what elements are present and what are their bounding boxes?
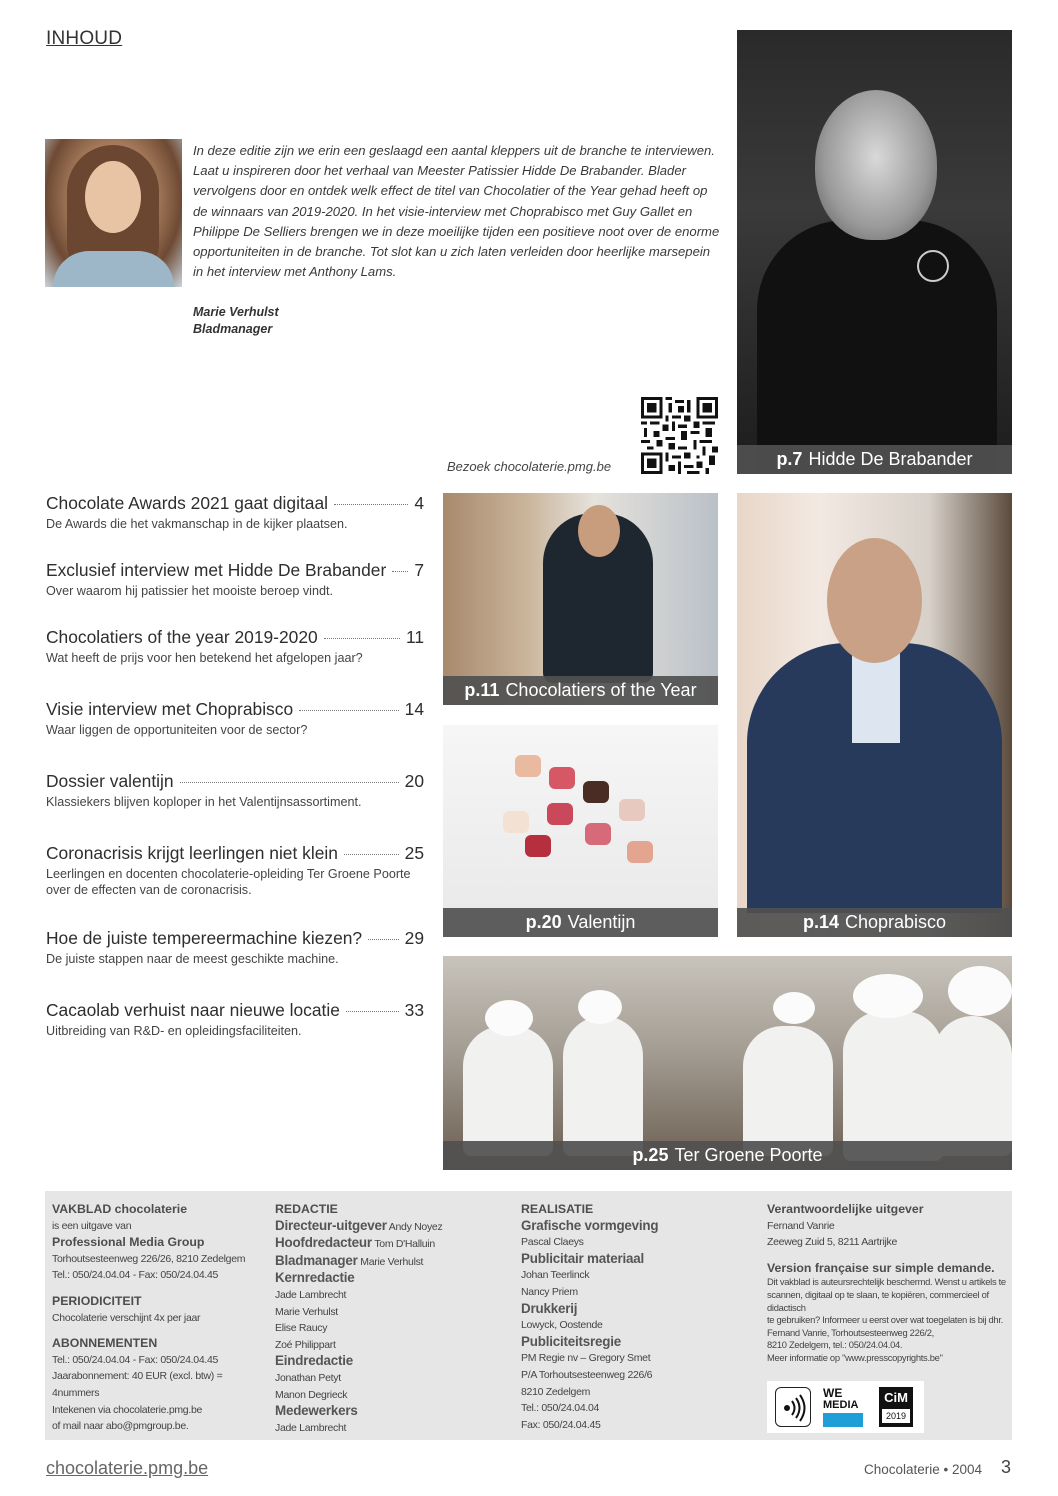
colophon-company: Professional Media Group <box>52 1235 205 1250</box>
caption-page: p.7 <box>776 449 803 469</box>
colophon-text: 8210 Zedelgem <box>521 1385 591 1398</box>
caption-choprabisco <box>737 908 1012 937</box>
colophon-text: Pascal Claeys <box>521 1236 584 1249</box>
press-copyrights-logo <box>775 1387 811 1427</box>
colophon-text: Andy Noyez <box>388 1220 443 1233</box>
toc-title: Exclusief interview met Hidde De Brabander <box>46 560 387 580</box>
colophon-text: of mail naar abo@pmgroup.be. <box>52 1420 189 1433</box>
colophon-redactie <box>275 1201 495 1436</box>
cim-logo-year: 2019 <box>882 1409 910 1423</box>
colophon-text: Intekenen via chocolaterie.pmg.be <box>52 1403 203 1416</box>
photo-hidde-de-brabander[interactable] <box>737 30 1012 474</box>
photo-valentijn[interactable] <box>443 725 718 937</box>
toc-entry[interactable] <box>46 626 424 666</box>
toc-entry[interactable] <box>46 999 424 1039</box>
colophon-text: Jade Lambrecht <box>275 1288 347 1301</box>
colophon-legal: Fernand Vanrie, Torhoutsesteenweg 226/2, <box>767 1326 934 1338</box>
toc-subtitle: Waar liggen de opportuniteiten voor de sector? <box>46 723 308 737</box>
toc-page: 7 <box>414 560 424 580</box>
colophon-address: Torhoutsesteenweg 226/26, 8210 Zedelgem <box>52 1252 246 1265</box>
toc-page: 25 <box>404 843 424 863</box>
signal-icon <box>776 1388 812 1428</box>
colophon-role: Grafische vormgeving <box>521 1217 659 1233</box>
photo-ter-groene-poorte[interactable] <box>443 956 1012 1170</box>
colophon-heading: ABONNEMENTEN <box>52 1336 158 1351</box>
cim-logo-text: CiM <box>884 1390 908 1405</box>
toc-subtitle: De Awards die het vakmanschap in de kijker plaatsen. <box>46 517 348 531</box>
colophon-text: Tom D'Halluin <box>374 1238 435 1251</box>
colophon-text: Marie Verhulst <box>275 1305 338 1318</box>
we-media-logo-text: MEDIA <box>823 1399 859 1411</box>
we-media-logo <box>823 1387 867 1427</box>
colophon-role: Publicitair materiaal <box>521 1250 645 1266</box>
toc-page: 33 <box>404 1000 424 1020</box>
colophon-text: Jaarabonnement: 40 EUR (excl. btw) = 4nummers <box>52 1370 223 1399</box>
toc-entry[interactable] <box>46 492 424 532</box>
colophon-publisher <box>52 1201 272 1435</box>
toc-page: 29 <box>404 928 424 948</box>
colophon-tel: Tel.: 050/24.04.04 - Fax: 050/24.04.45 <box>52 1269 219 1282</box>
caption-label: Chocolatiers of the Year <box>505 680 697 700</box>
colophon-role: Eindredactie <box>275 1353 353 1369</box>
toc-title: Dossier valentijn <box>46 771 174 791</box>
caption-page: p.25 <box>632 1145 669 1165</box>
colophon-text: Tel.: 050/24.04.04 <box>521 1402 600 1415</box>
caption-label: Hidde De Brabander <box>808 449 973 469</box>
toc-entry[interactable] <box>46 770 424 810</box>
caption-yearchoc <box>443 676 718 705</box>
colophon-title: VAKBLAD chocolaterie <box>52 1202 188 1216</box>
toc-subtitle: Uitbreiding van R&D- en opleidingsfaciliteiten. <box>46 1024 302 1038</box>
colophon-text: Nancy Priem <box>521 1285 578 1298</box>
colophon-uitgever <box>767 1201 1007 1365</box>
caption-valentijn <box>443 908 718 937</box>
caption-label: Choprabisco <box>844 912 947 932</box>
colophon-heading: REDACTIE <box>275 1202 338 1216</box>
intro-text: In deze editie zijn we erin een geslaagd een aantal kleppers uit de branche te interviewen. Laat u inspireren door het verhaal van Meester Patissier Hidde De Brabander. Blader vervolgens door en ontdek welk effect de titel van Chocolatier of the Year gehad heeft op de winnaars van 2019-2020. In het visie-interview met Choprabisco met Guy Gallet en Philippe De Selliers brengen we in deze moeilijke tijden een positieve noot over de enorme opportuniteiten in de branche. Tot slot kan u zich laten verleiden door heerlijke marsepein in het interview met Anthony Lams. <box>193 143 720 280</box>
colophon-text: Marie Verhulst <box>360 1255 424 1268</box>
colophon-heading: Version française sur simple demande. <box>767 1260 995 1275</box>
colophon-text: Chocolaterie verschijnt 4x per jaar <box>52 1311 201 1324</box>
signature-role: Bladmanager <box>193 322 273 336</box>
photo-choprabisco[interactable] <box>737 493 1012 937</box>
colophon-legal: scannen, digitaal op te slaan, te kopiëren, commercieel of didactisch <box>767 1288 989 1313</box>
caption-page: p.14 <box>802 912 839 932</box>
qr-code[interactable] <box>641 397 718 474</box>
toc-title: Cacaolab verhuist naar nieuwe locatie <box>46 1000 340 1020</box>
toc-title: Chocolatiers of the year 2019-2020 <box>46 627 318 647</box>
cim-logo <box>879 1387 913 1427</box>
colophon-text: Fernand Vanrie <box>767 1219 835 1232</box>
toc-title: Visie interview met Choprabisco <box>46 699 294 719</box>
colophon-role: Kernredactie <box>275 1270 355 1286</box>
caption-page: p.11 <box>464 680 500 700</box>
footer-publication: Chocolaterie • 2004 <box>864 1462 983 1477</box>
colophon-text: PM Regie nv – Gregory Smet <box>521 1352 651 1365</box>
colophon-role: Publiciteitsregie <box>521 1333 622 1349</box>
colophon-legal: 8210 Zedelgem, tel.: 050/24.04.04. <box>767 1339 903 1351</box>
caption-tergroene <box>443 1141 1012 1170</box>
caption-hidde <box>737 445 1012 474</box>
colophon-text: is een uitgave van <box>52 1219 132 1232</box>
page-number: 3 <box>1001 1457 1012 1477</box>
toc-title: Coronacrisis krijgt leerlingen niet klein <box>46 843 338 863</box>
colophon <box>45 1191 1012 1440</box>
colophon-text: Zoé Philippart <box>275 1338 336 1351</box>
toc-subtitle: Wat heeft de prijs voor hen betekend het afgelopen jaar? <box>46 651 363 665</box>
footer-website-link[interactable]: chocolaterie.pmg.be <box>46 1458 209 1478</box>
toc-page: 11 <box>405 627 424 647</box>
toc-page: 20 <box>404 771 424 791</box>
toc-title: Hoe de juiste tempereermachine kiezen? <box>46 928 363 948</box>
photo-chocolatiers-of-the-year[interactable] <box>443 493 718 705</box>
editor-portrait <box>45 139 182 287</box>
colophon-text: Fax: 050/24.04.45 <box>521 1418 601 1431</box>
toc-entry[interactable] <box>46 927 424 967</box>
caption-page: p.20 <box>525 912 562 932</box>
toc-title: Chocolate Awards 2021 gaat digitaal <box>46 493 328 513</box>
signature-name: Marie Verhulst <box>193 305 279 319</box>
colophon-text: Jonathan Petyt <box>275 1371 341 1384</box>
colophon-role: Hoofdredacteur <box>275 1235 372 1251</box>
colophon-text: Zeeweg Zuid 5, 8211 Aartrijke <box>767 1236 898 1249</box>
toc-entry[interactable] <box>46 559 424 599</box>
colophon-text: Elise Raucy <box>275 1322 328 1335</box>
page-heading: INHOUD <box>46 28 123 49</box>
colophon-role: Bladmanager <box>275 1252 358 1268</box>
caption-label: Ter Groene Poorte <box>674 1145 823 1165</box>
colophon-text: Johan Teerlinck <box>521 1269 590 1282</box>
toc-subtitle: De juiste stappen naar de meest geschikte machine. <box>46 952 339 966</box>
colophon-legal: Meer informatie op "www.presscopyrights.be" <box>767 1351 943 1363</box>
toc-entry[interactable] <box>46 842 424 898</box>
toc-page: 14 <box>404 699 424 719</box>
colophon-heading: Verantwoordelijke uitgever <box>767 1202 924 1216</box>
colophon-text: Tel.: 050/24.04.04 - Fax: 050/24.04.45 <box>52 1353 219 1366</box>
caption-label: Valentijn <box>567 912 636 932</box>
toc-entry[interactable] <box>46 698 424 738</box>
colophon-text: P/A Torhoutsesteenweg 226/6 <box>521 1368 653 1381</box>
we-media-logo-text: WE <box>823 1386 843 1400</box>
colophon-role: Medewerkers <box>275 1403 358 1419</box>
colophon-role: Directeur-uitgever <box>275 1217 387 1233</box>
colophon-heading: PERIODICITEIT <box>52 1293 142 1308</box>
colophon-text: Jade Lambrecht <box>275 1421 347 1434</box>
colophon-realisatie <box>521 1201 741 1433</box>
visit-website-text: Bezoek chocolaterie.pmg.be <box>447 459 612 474</box>
toc-subtitle: Over waarom hij patissier het mooiste beroep vindt. <box>46 584 333 598</box>
toc-page: 4 <box>414 493 424 513</box>
toc-subtitle: Klassiekers blijven koploper in het Valentijnsassortiment. <box>46 795 362 809</box>
toc-subtitle: Leerlingen en docenten chocolaterie-opleiding Ter Groene Poorte over de effecten van de coronacrisis. <box>46 867 411 897</box>
signature <box>193 304 279 338</box>
colophon-text: Lowyck, Oostende <box>521 1319 603 1332</box>
partner-logos <box>767 1381 924 1433</box>
colophon-text: Manon Degrieck <box>275 1388 348 1401</box>
colophon-legal: Dit vakblad is auteursrechtelijk beschermd. Wenst u artikels te <box>767 1276 1006 1288</box>
colophon-heading: REALISATIE <box>521 1202 594 1216</box>
colophon-role: Drukkerij <box>521 1300 578 1316</box>
colophon-legal: te gebruiken? Informeer u eerst over wat toegelaten is bij dhr. <box>767 1314 1003 1326</box>
